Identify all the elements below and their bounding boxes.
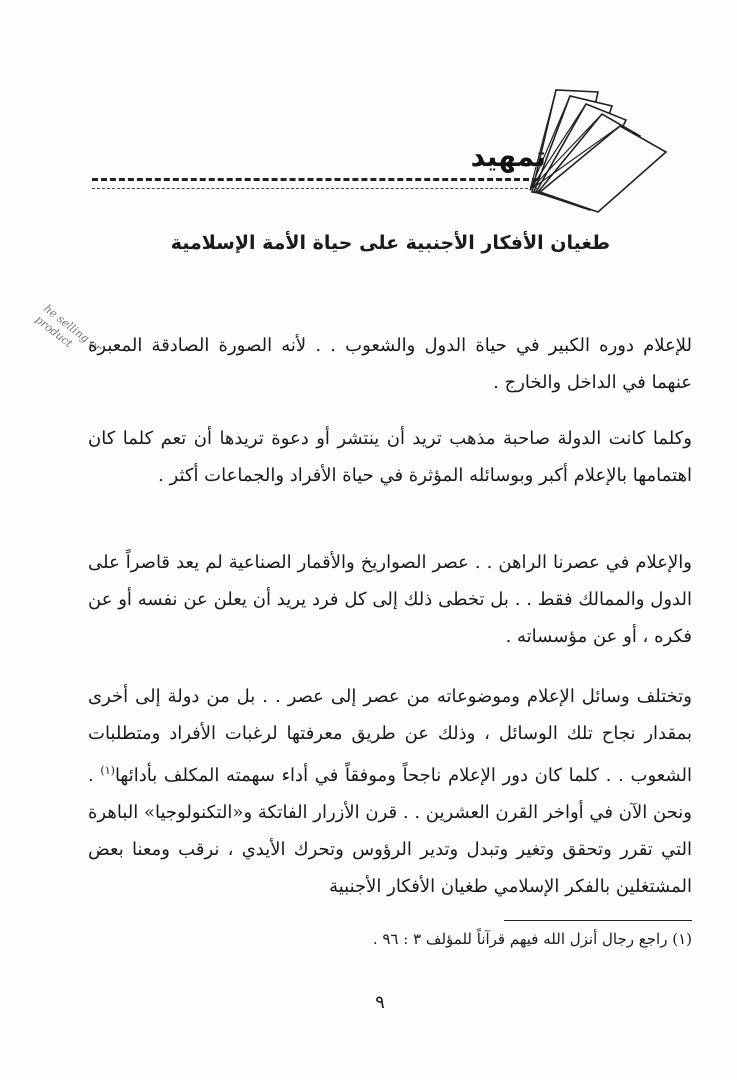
page-number: ٩ <box>375 992 385 1013</box>
stacked-papers-icon <box>528 82 673 214</box>
footnote-reference[interactable]: (١) <box>100 764 115 777</box>
paragraph-text-part: . ونحن الآن في أواخر القرن العشرين . . قرن الأزرار الفاتكة و«التكنولوجيا» الباهرة التي تقرر وتحقق وتغير وتبدل وتدير الرؤوس وتحرك الأيدي ، نرقب ومعنا بعض المشتغلين بالفكر الإسلامي طغيان الأفكار الأجنبية <box>88 765 692 897</box>
chapter-divider-secondary <box>92 188 538 189</box>
footnote-separator <box>504 920 692 921</box>
paragraph-1 <box>88 327 692 401</box>
paragraph-4 <box>88 678 692 905</box>
paragraph-text <box>88 678 692 905</box>
paragraph-3 <box>88 544 692 655</box>
paragraph-text: وكلما كانت الدولة صاحبة مذهب تريد أن ينتشر أو دعوة تريدها أن تعم كلما كان اهتمامها بالإعلام أكبر وبوسائله المؤثرة في حياة الأفراد والجماعات أكثر . <box>88 428 692 486</box>
paragraph-2 <box>88 420 692 494</box>
chapter-divider <box>92 178 538 181</box>
paragraph-text: والإعلام في عصرنا الراهن . . عصر الصواريخ والأقمار الصناعية لم يعد قاصراً على الدول والممالك فقط . . بل تخطى ذلك إلى كل فرد يريد أن يعلن عن نفسه أو عن فكره ، أو عن مؤسساته . <box>88 552 692 647</box>
paragraph-text: للإعلام دوره الكبير في حياة الدول والشعوب . . لأنه الصورة الصادقة المعبرة عنهما في الداخل والخارج . <box>88 335 692 393</box>
chapter-title: تمهيد <box>470 140 546 173</box>
paragraph-text-part: وتختلف وسائل الإعلام وموضوعاته من عصر إلى عصر . . بل من دولة إلى أخرى بمقدار نجاح تلك الوسائل ، وذلك عن طريق معرفتها لرغبات الأفراد ومتطلبات الشعوب . . كلما كان دور الإعلام ناجحاً وموفقاً في أداء سهمته المكلف بأدائها <box>88 686 693 786</box>
section-title: طغيان الأفكار الأجنبية على حياة الأمة الإسلامية <box>170 232 610 254</box>
footnote: (١) راجع رجال أنزل الله فيهم قرآناً للمؤلف ٣ : ٩٦ . <box>372 930 692 948</box>
handwritten-note: he selling or product <box>32 301 104 355</box>
